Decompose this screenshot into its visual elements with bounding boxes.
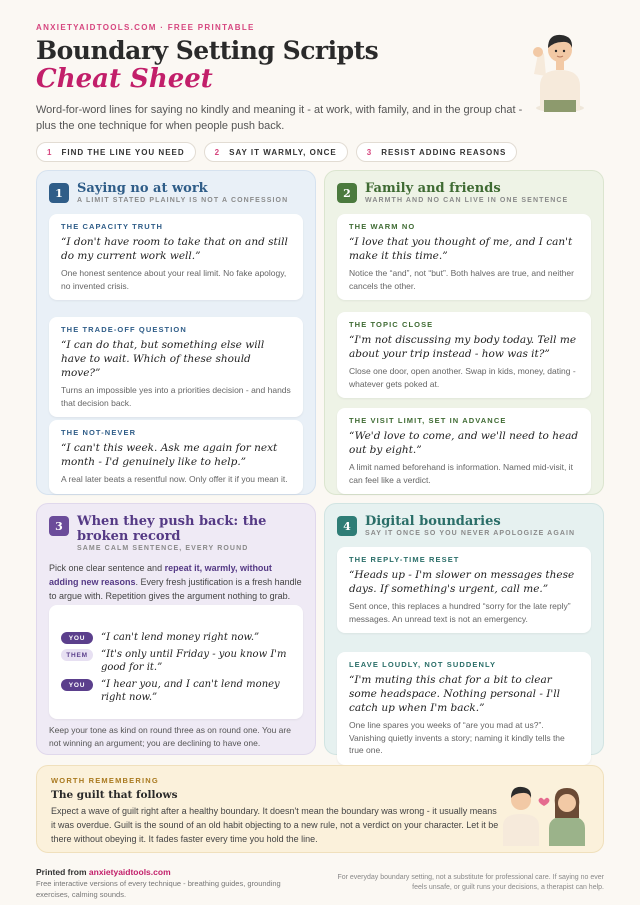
step-number: 2 xyxy=(214,147,221,157)
section-number: 2 xyxy=(337,183,357,203)
section-header xyxy=(337,514,591,537)
card-quote: “I'm muting this chat for a bit to clear some headspace. Nothing personal - I'll catch up when I'm back.” xyxy=(349,674,561,714)
script-card xyxy=(49,317,303,417)
footer-source xyxy=(36,867,316,877)
speaker-badge-you: YOU xyxy=(61,679,93,691)
section-header xyxy=(337,181,591,204)
section-subtitle: SAY IT ONCE SO YOU NEVER APOLOGIZE AGAIN xyxy=(365,530,576,537)
card-note: A real later beats a resentful now. Only offer it if you mean it. xyxy=(61,474,288,484)
dialogue-quote: “I can't lend money right now.” xyxy=(101,632,260,643)
steps-row xyxy=(36,142,517,162)
page-title-accent: Cheat Sheet xyxy=(36,64,213,94)
remember-title: The guilt that follows xyxy=(51,789,178,801)
section-number: 3 xyxy=(49,516,69,536)
footer-source-label: Printed from xyxy=(36,867,89,877)
section-title: Digital boundaries xyxy=(365,514,501,529)
footer-disclaimer: For everyday boundary setting, not a substitute for professional care. If saying no ever feels unsafe, or guilt runs your decisions, a therapist can help. xyxy=(337,874,604,891)
step-number: 1 xyxy=(47,147,53,157)
card-quote: “We'd love to come, and we'll need to head out by eight.” xyxy=(349,430,579,456)
broken-record-explainer xyxy=(49,561,303,603)
footer-description: Free interactive versions of every technique - breathing guides, grounding exercises, calming sounds. xyxy=(36,879,281,899)
card-note: Sent once, this replaces a hundred “sorry for the late reply” messages. An unread text is not an emergency. xyxy=(349,601,571,624)
section-work xyxy=(36,170,316,495)
step-number: 3 xyxy=(366,147,373,157)
page-intro: Word-for-word lines for saying no kindly and meaning it - at work, with family, and in the group chat - plus the one technique for when people push back. xyxy=(36,104,523,132)
remember-label: WORTH REMEMBERING xyxy=(51,776,159,785)
card-label: THE TRADE-OFF QUESTION xyxy=(61,325,187,334)
section-number: 4 xyxy=(337,516,357,536)
explainer-text: . Every fresh justification is a fresh handle to argue with. Repetition gives the argument nothing to grab. xyxy=(49,577,302,601)
card-label: THE TOPIC CLOSE xyxy=(349,320,434,329)
script-card xyxy=(337,312,591,398)
card-note: One honest sentence about your real limit. No fake apology, no invented crisis. xyxy=(61,268,287,291)
heart-icon xyxy=(539,798,550,806)
card-note: A limit named beforehand is information. Named mid-visit, it can feel like a verdict. xyxy=(349,462,573,485)
card-label: THE VISIT LIMIT, SET IN ADVANCE xyxy=(349,416,507,425)
card-note: Close one door, open another. Swap in kids, money, dating - whatever gets poked at. xyxy=(349,366,576,389)
script-card xyxy=(337,652,591,765)
broken-record-tip: Keep your tone as kind on round three as on round one. You are not winning an argument; you are declining to have one. xyxy=(49,725,291,748)
waving-person-illustration xyxy=(524,14,594,114)
explainer-text: Pick one clear sentence and xyxy=(49,563,165,573)
section-title: Saying no at work xyxy=(77,181,208,196)
dialogue-quote: “It's only until Friday - you know I'm good for it.” xyxy=(101,649,287,673)
couple-illustration xyxy=(499,774,589,846)
step-label: FIND THE LINE YOU NEED xyxy=(61,147,185,157)
card-quote: “I don't have room to take that on and still do my current work well.” xyxy=(61,236,288,262)
script-card xyxy=(49,420,303,494)
card-quote: “I'm not discussing my body today. Tell me about your trip instead - how was it?” xyxy=(349,334,577,360)
script-card xyxy=(49,214,303,300)
section-family xyxy=(324,170,604,495)
card-label: THE CAPACITY TRUTH xyxy=(61,222,164,231)
card-quote: “Heads up - I'm slower on messages these days. If something's urgent, call me.” xyxy=(349,569,575,595)
card-label: THE NOT-NEVER xyxy=(61,428,137,437)
card-label: LEAVE LOUDLY, NOT SUDDENLY xyxy=(349,660,497,669)
dialogue-quote: “I hear you, and I can't lend money right now.” xyxy=(101,679,280,703)
dialogue-line xyxy=(61,648,291,674)
section-header xyxy=(49,514,303,552)
section-title: Family and friends xyxy=(365,181,501,196)
card-note: One line spares you weeks of “are you mad at us?”. Vanishing quietly invents a story; naming it kindly tells the true one. xyxy=(349,720,565,755)
section-pushback xyxy=(36,503,316,755)
worth-remembering-box xyxy=(36,765,604,853)
card-label: THE REPLY-TIME RESET xyxy=(349,555,460,564)
section-title: When they push back: the broken record xyxy=(77,514,267,544)
card-note: Turns an impossible yes into a priorities decision - and hands that decision back. xyxy=(61,385,291,408)
card-quote: “I love that you thought of me, and I can't make it this time.” xyxy=(349,236,573,262)
step-label: SAY IT WARMLY, ONCE xyxy=(229,147,337,157)
script-card xyxy=(337,214,591,300)
step-chip-3 xyxy=(356,142,518,162)
script-card xyxy=(337,547,591,633)
section-subtitle: WARMTH AND NO CAN LIVE IN ONE SENTENCE xyxy=(365,197,569,204)
speaker-badge-them: THEM xyxy=(61,649,93,661)
section-header xyxy=(49,181,303,204)
section-subtitle: SAME CALM SENTENCE, EVERY ROUND xyxy=(77,545,249,552)
section-number: 1 xyxy=(49,183,69,203)
dialogue-line xyxy=(61,631,291,644)
footer-link[interactable]: anxietyaidtools.com xyxy=(88,867,171,877)
step-chip-1 xyxy=(36,142,196,162)
site-kicker: ANXIETYAIDTOOLS.COM · FREE PRINTABLE xyxy=(36,23,255,32)
explainer-emphasis: repeat it, warmly, without adding new reasons xyxy=(49,563,272,587)
remember-body: Expect a wave of guilt right after a healthy boundary. It doesn't mean the boundary was wrong - it usually means it was overdue. Guilt is the sound of an old habit objecting to a new rule, not a verdict on your character. Let it be there without obeying it. It fades faster every time you hold the line. xyxy=(51,806,499,844)
step-chip-2 xyxy=(204,142,348,162)
speaker-badge-you: YOU xyxy=(61,632,93,644)
card-label: THE WARM NO xyxy=(349,222,416,231)
card-quote: “I can do that, but something else will have to wait. Which of these should move?” xyxy=(61,339,265,379)
footer xyxy=(36,867,316,900)
section-digital xyxy=(324,503,604,755)
dialogue-example xyxy=(49,605,303,719)
dialogue-line xyxy=(61,678,291,704)
card-note: Notice the “and”, not “but”. Both halves are true, and neither cancels the other. xyxy=(349,268,574,291)
page-title: Boundary Setting Scripts xyxy=(36,36,379,65)
script-card xyxy=(337,408,591,494)
section-subtitle: A LIMIT STATED PLAINLY IS NOT A CONFESSION xyxy=(77,197,289,204)
card-quote: “I can't this week. Ask me again for next month - I'd genuinely like to help.” xyxy=(61,442,278,468)
step-label: RESIST ADDING REASONS xyxy=(381,147,507,157)
